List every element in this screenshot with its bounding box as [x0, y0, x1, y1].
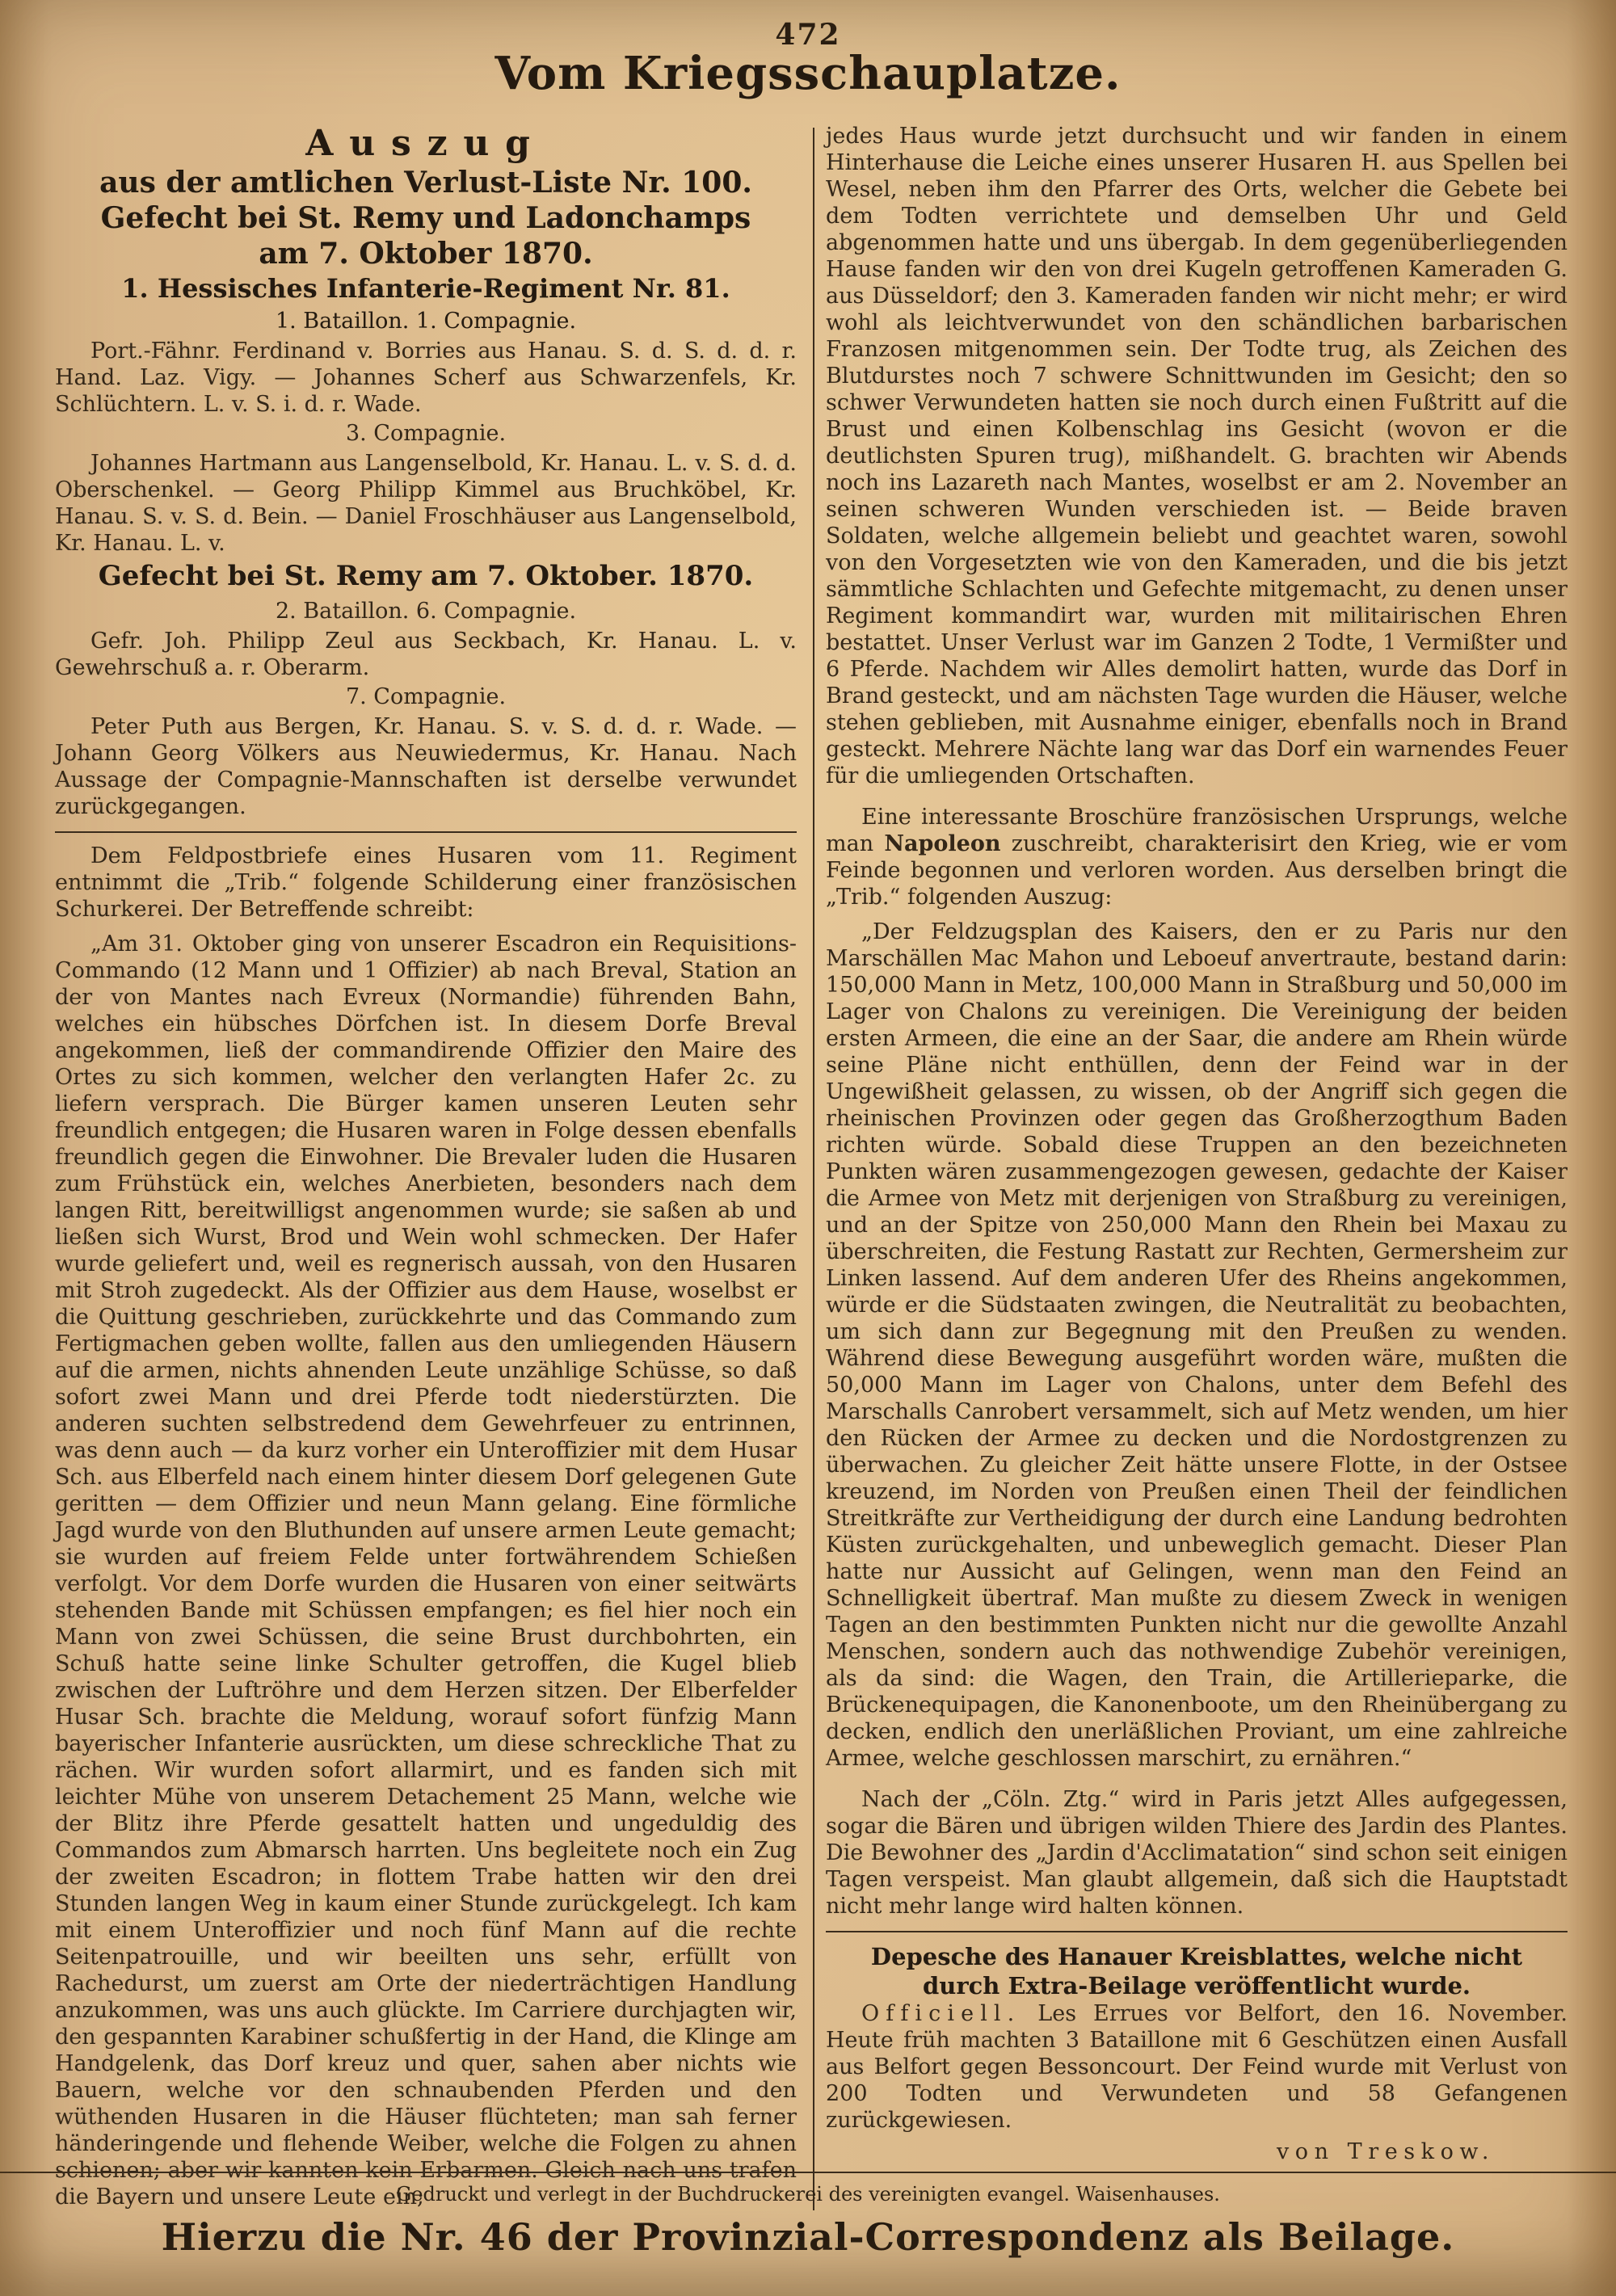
loss-list-subtitle: aus der amtlichen Verlust-Liste Nr. 100.	[99, 166, 752, 200]
page-number: 472	[775, 18, 841, 52]
depesche-heading-line2: durch Extra-Beilage veröffentlicht wurde.	[922, 1972, 1471, 2000]
imprint-line: Gedruckt und verlegt in der Buchdruckerei des vereinigten evangel. Waisenhauses.	[396, 2183, 1220, 2206]
brochure-text-pre: Eine interessante Broschüre französischen Ursprungs, welche man	[826, 805, 1568, 856]
loss-list-title: Auszug	[305, 123, 546, 164]
section-divider-rule	[55, 831, 797, 833]
battle-title-line1: Gefecht bei St. Remy und Ladonchamps	[100, 201, 751, 235]
spacer	[826, 910, 1568, 919]
footer-rule	[0, 2172, 1616, 2173]
regiment-heading: 1. Hessisches Infanterie-Regiment Nr. 81.	[121, 273, 730, 304]
battalion-heading: 1. Bataillon. 1. Compagnie.	[275, 309, 577, 334]
coeln-zeitung-paragraph: Nach der „Cöln. Ztg.“ wird in Paris jetzt Alles aufgegessen, sogar die Bären und übrigen wilden Thiere des Jardin des Plantes. Die Bewohner des „Jardin d'Acclimatation“ sind schon seit einigen Tagen verspeist. Man glaubt allgemein, daß sich die Hauptstadt nicht mehr lange wird halten können.	[826, 1787, 1568, 1919]
napoleon-bold-text: Napoleon	[884, 831, 1001, 856]
column-divider-rule	[813, 128, 814, 2210]
feldpost-continuation-paragraph: jedes Haus wurde jetzt durchsucht und wir fanden in einem Hinterhause die Leiche eines unserer Husaren H. aus Spellen bei Wesel, neben ihm den Pfarrer des Orts, welcher die Gebete bei dem Todten verrichtete und demselben Uhr und Geld abgenommen hatte und uns übergab. In dem gegenüberliegenden Hause fanden wir den von drei Kugeln getroffenen Kameraden G. aus Düsseldorf; den 3. Kameraden fanden wir nicht mehr; er wird wohl als leichtverwundet von den schändlichen barbarischen Franzosen mitgenommen sein. Der Todte trug, als Zeichen des Blutdurstes noch 7 schwere Schnittwunden im Gesicht; den so schwer Verwundeten hatten sie noch durch einen Fußtritt auf die Brust und einen Kolbenschlag ins Gesicht (wovon er die deutlichsten Spuren trug), mißhandelt. G. brachten wir Abends noch ins Lazareth nach Mantes, woselbst er am 2. November an seinen schweren Wunden verschieden ist. — Beide braven Soldaten, welche allgemein beliebt und geachtet waren, sowohl von den Vorgesetzten wie von den Kameraden, und die bis jetzt sämmtliche Schlachten und Gefechte mitgemacht, zu denen unser Regiment kommandirt war, wurden mit militairischen Ehren bestattet. Unser Verlust war im Ganzen 2 Todte, 1 Vermißter und 6 Pferde. Nachdem wir Alles demolirt hatten, wurde das Dorf in Brand gesteckt, und am nächsten Tage wurden die Häuser, welche stehen geblieben, mit Ausnahme einiger, ebenfalls noch in Brand gesteckt. Mehrere Nächte lang war das Dorf ein warnendes Feuer für die umliegenden Ortschaften.	[826, 124, 1568, 788]
casualty-paragraph-company1: Port.-Fähnr. Ferdinand v. Borries aus Hanau. S. d. S. d. d. r. Hand. Laz. Vigy. — Johannes Scherf aus Schwarzenfels, Kr. Schlüchtern. L. v. S. i. d. r. Wade.	[55, 339, 797, 417]
left-column	[55, 123, 797, 2210]
feldpost-intro-paragraph: Dem Feldpostbriefe eines Husaren vom 11. Regiment entnimmt die „Trib.“ folgende Schilderung einer französischen Schurkerei. Der Betreffende schreibt:	[55, 843, 797, 922]
battalion2-heading: 2. Bataillon. 6. Compagnie.	[275, 599, 577, 624]
officiell-label: Officiell.	[861, 2001, 1021, 2026]
depesche-heading-line1: Depesche des Hanauer Kreisblattes, welche nicht	[870, 1943, 1523, 1970]
depesche-divider-rule	[826, 1931, 1568, 1932]
brochure-paragraph	[826, 804, 1568, 910]
company7-heading: 7. Compagnie.	[345, 684, 507, 709]
battle-title-line2: am 7. Oktober 1870.	[259, 237, 593, 271]
casualty-paragraph-company6: Gefr. Joh. Philipp Zeul aus Seckbach, Kr. Hanau. L. v. Gewehrschuß a. r. Oberarm.	[55, 629, 797, 680]
spacer	[55, 923, 797, 931]
depesche-heading	[826, 1942, 1568, 2000]
loss-list-header	[55, 123, 797, 338]
spacer	[826, 789, 1568, 804]
right-column	[826, 123, 1568, 2165]
casualty-paragraph-company7: Peter Puth aus Bergen, Kr. Hanau. S. v. S. d. d. r. Wade. — Johann Georg Völkers aus Neuwiedermus, Kr. Hanau. Nach Aussage der Compagnie-Mannschaften ist derselbe verwundet zurückgegangen.	[55, 714, 797, 819]
brochure-text-post: zuschreibt, charakterisirt den Krieg, wie er vom Feinde begonnen und verloren worden. Aus derselben bringt die „Trib.“ folgenden Auszug:	[826, 831, 1568, 910]
signature-von-treskow: von Treskow.	[1276, 2139, 1495, 2164]
spacer	[826, 1772, 1568, 1786]
two-column-body	[55, 123, 1568, 2210]
gefecht-st-remy-heading: Gefecht bei St. Remy am 7. Oktober. 1870.	[98, 560, 754, 592]
depesche-body-paragraph	[826, 2000, 1568, 2134]
depesche-body-text: Les Errues vor Belfort, den 16. November. Heute früh machten 3 Bataillone mit 6 Geschützen einen Ausfall aus Belfort gegen Bessoncourt. Der Feind wurde mit Verlust von 200 Todten und Verwundeten und 58 Gefangenen zurückgewiesen.	[826, 2001, 1568, 2133]
supplement-notice: Hierzu die Nr. 46 der Provinzial-Correspondenz als Beilage.	[161, 2215, 1455, 2259]
feldzugsplan-paragraph: „Der Feldzugsplan des Kaisers, den er zu Paris nur den Marschällen Mac Mahon und Leboeuf anvertraute, bestand darin: 150,000 Mann in Metz, 100,000 Mann in Straßburg und 50,000 im Lager von Chalons zu vereinigen. Die Vereinigung der beiden ersten Armeen, die eine an der Saar, die andere am Rhein würde seine Pläne nicht enthüllen, denn der Feind war in der Ungewißheit gelassen, zu wissen, ob der Angriff sich gegen die rheinischen Provinzen oder gegen das Großherzogthum Baden richten würde. Sobald diese Truppen an den bezeichneten Punkten wären zusammengezogen gewesen, gedachte der Kaiser die Armee von Metz mit derjenigen von Straßburg zu vereinigen, und an der Spitze von 250,000 Mann den Rhein bei Maxau zu überschreiten, die Festung Rastatt zur Rechten, Germersheim zur Linken lassend. Auf dem anderen Ufer des Rheins angekommen, würde er die Südstaaten zwingen, die Neutralität zu beobachten, um sich dann zur Begegnung mit den Preußen zu wenden. Während diese Bewegung ausgeführt worden wäre, mußten die 50,000 Mann im Lager von Chalons, unter dem Befehl des Marschalls Canrobert versammelt, sich auf Metz wenden, um hier den Rücken der Armee zu decken und die Nordostgrenzen zu überwachen. Zu gleicher Zeit hätte unsere Flotte, in der Ostsee kreuzend, im Norden von Preußen einen Theil der feindlichen Streitkräfte zur Vertheidigung der durch eine Landung bedrohten Küsten zurückgehalten, und unbeweglich gemacht. Dieser Plan hatte nur Aussicht auf Gelingen, wenn man den Feind an Schnelligkeit übertraf. Man mußte zu diesem Zweck in wenigen Tagen an den bestimmten Punkten nicht nur die gewollte Anzahl Menschen, sondern auch das nothwendige Zubehör vereinigen, als da sind: die Wagen, den Train, die Artillerieparke, die Brückenequipagen, die Kanonenboote, um den Rheinübergang zu decken, endlich den unerläßlichen Proviant, um eine zahlreiche Armee, welche geschlossen marschirt, zu ernähren.“	[826, 919, 1568, 1771]
company3-heading: 3. Compagnie.	[345, 421, 507, 446]
feldpost-letter-paragraph: „Am 31. Oktober ging von unserer Escadron ein Requisitions-Commando (12 Mann und 1 Offizier) ab nach Breval, Station an der von Mantes nach Evreux (Normandie) führenden Bahn, welches ein hübsches Dörfchen ist. In diesem Dorfe Breval angekommen, ließ der commandirende Offizier den Maire des Ortes zu sich kommen, welcher den verlangten Hafer 2c. zu liefern versprach. Die Bürger kamen unseren Leuten sehr freundlich entgegen; die Husaren waren in Folge dessen ebenfalls freundlich gegen die Einwohner. Die Brevaler luden die Husaren zum Frühstück ein, welches Anerbieten, besonders nach dem langen Ritt, bereitwilligst angenommen wurde; sie saßen ab und ließen sich Wurst, Brod und Wein wohl schmecken. Der Hafer wurde geliefert und, weil es regnerisch aussah, von den Husaren mit Stroh zugedeckt. Als der Offizier aus dem Hause, woselbst er die Quittung geschrieben, zurückkehrte und das Commando zum Fertigmachen geben wollte, fallen aus den umliegenden Häusern auf die armen, nichts ahnenden Leute unzählige Schüsse, so daß sofort zwei Mann und drei Pferde todt niederstürzten. Die anderen suchten selbstredend dem Gewehrfeuer zu entrinnen, was denn auch — da kurz vorher ein Unteroffizier mit dem Husar Sch. aus Elberfeld nach einem hinter diesem Dorf gelegenen Gute geritten — dem Offizier und neun Mann gelang. Eine förmliche Jagd wurde von den Bluthunden auf unsere armen Leute gemacht; sie wurden auf freiem Felde unter fortwährendem Schießen verfolgt. Vor dem Dorfe wurden die Husaren von einer seitwärts stehenden Bande mit Schüssen empfangen; es fiel hier noch ein Mann von zwei Schüssen, die seine Brust durchbohrten, ein Schuß hatte seine linke Schulter getroffen, die Kugel blieb zwischen der Luftröhre und dem Herzen sitzen. Der Elberfelder Husar Sch. brachte die Meldung, worauf sofort fünfzig Mann bayerischer Infanterie ausrückten, um diese schreckliche That zu rächen. Wir wurden sofort allarmirt, und es fanden sich mit leichter Mühe von unserem Detachement 25 Mann, welche wie der Blitz ihre Pferde gesattelt hatten und ungeduldig des Commandos zum Abmarsch harrten. Uns begleitete noch ein Zug der zweiten Escadron; in flottem Trabe hatten wir den drei Stunden langen Weg in kaum einer Stunde zurückgelegt. Ich kam mit einem Unteroffizier und noch fünf Mann auf die rechte Seitenpatrouille, und wir beeilten uns sehr, erfüllt von Rachedurst, um zuerst am Orte der niederträchtigen Handlung anzukommen, was uns auch glückte. Im Carriere durchjagten wir, den gespannten Karabiner schußfertig in der Hand, die Klinge am Handgelenk, das Dorf kreuz und quer, sahen aber nichts wie Bauern, welche vor den schnaubenden Pferden und den wüthenden Husaren in die Häuser flüchteten; man sah ferner händeringende und flehende Weiber, welche die Folgen zu ahnen schienen; aber wir kannten kein Erbarmen. Gleich nach uns trafen die Bayern und unsere Leute ein;	[55, 931, 797, 2210]
casualty-paragraph-company3: Johannes Hartmann aus Langenselbold, Kr. Hanau. L. v. S. d. d. Oberschenkel. — Georg Philipp Kimmel aus Bruchköbel, Kr. Hanau. S. v. S. d. Bein. — Daniel Froschhäuser aus Langenselbold, Kr. Hanau. L. v.	[55, 451, 797, 556]
page-title: Vom Kriegsschauplatze.	[494, 47, 1122, 100]
